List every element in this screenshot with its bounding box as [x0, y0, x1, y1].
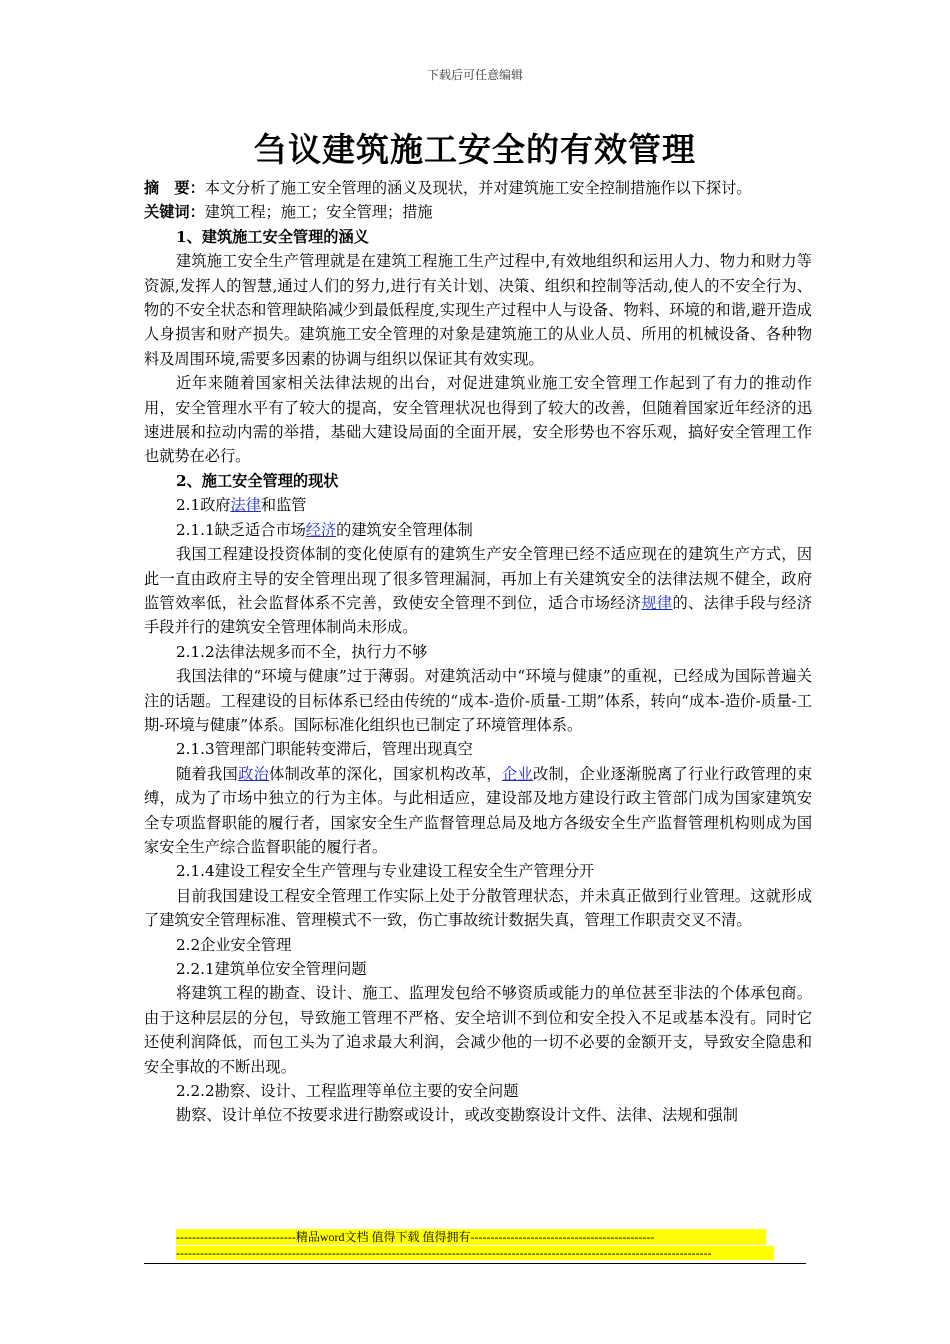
section-2-heading: 2、施工安全管理的现状	[176, 471, 339, 490]
politics-link[interactable]: 政治	[238, 764, 270, 783]
footer-banner-line-2: --------------------------------------------------------------------------------------------------------------------------------------	[176, 1246, 774, 1260]
keywords-line	[144, 200, 812, 224]
abstract-label: 摘 要：	[144, 179, 205, 197]
subsection-2-1-text-end: 和监管	[260, 496, 307, 515]
subsection-2-2-2-paragraph: 勘察、设计单位不按要求进行勘察或设计，或改变勘察设计文件、法律、法规和强制	[176, 1106, 738, 1125]
subsection-2-2-1-heading: 2.2.1建筑单位安全管理问题	[176, 960, 367, 978]
keywords-label: 关键词：	[144, 203, 205, 222]
subsection-2-1-heading	[144, 493, 812, 517]
paragraph-text: 随着我国	[176, 764, 239, 783]
subsection-2-1-1-text: 2.1.1缺乏适合市场	[176, 520, 306, 539]
section-1-paragraph-2: 近年来随着国家相关法律法规的出台，对促进建筑业施工安全管理工作起到了有力的推动作用，安全管理水平有了较大的提高，安全管理状况也得到了较大的改善，但随着国家近年经济的迅速进展和拉动内需的举措，基础大建设局面的全面开展，安全形势也不容乐观，搞好安全管理工作也就势在必行。	[144, 374, 812, 466]
section-1-heading: 1、建筑施工安全管理的涵义	[176, 227, 369, 246]
economy-link[interactable]: 经济	[305, 520, 337, 539]
subsection-2-1-1-paragraph	[144, 542, 812, 640]
footer-rule	[144, 1263, 806, 1264]
page-header: 下载后可任意编辑	[426, 68, 523, 82]
subsection-2-2-2-heading: 2.2.2勘察、设计、工程监理等单位主要的安全问题	[176, 1082, 519, 1101]
law-link[interactable]: 法律	[230, 496, 261, 515]
footer-banner-line-1: ------------------------------精品word文档 值得下载 值得拥有----------------------------------------------	[176, 1229, 766, 1245]
subsection-2-1-1-heading	[144, 518, 812, 542]
paragraph-text: 我国工程建设投资体制的变化使原有的建筑生产安全管理已经不适应现在的建筑生产方式，因此一直由政府主导的安全管理出现了很多管理漏洞，再加上有关建筑安全的法律法规不健全，政府监管效率低，社会监督体系不完善，致使安全管理不到位，适合市场经济	[144, 545, 812, 612]
keywords-text: 建筑工程；施工；安全管理；措施	[204, 203, 433, 222]
document-title: 刍议建筑施工安全的有效管理	[254, 130, 696, 169]
subsection-2-2-1-paragraph: 将建筑工程的勘查、设计、施工、监理发包给不够资质或能力的单位甚至非法的个体承包商。由于这种层层的分包，导致施工管理不严格、安全培训不到位和安全投入不足或基本没有。同时它还使利润降低，而包工头为了追求最大利润，会减少他的一切不必要的金额开支，导致安全隐患和安全事故的不断出现。	[144, 984, 812, 1076]
subsection-2-1-3-paragraph	[144, 762, 812, 860]
section-1-paragraph-1: 建筑施工安全生产管理就是在建筑工程施工生产过程中,有效地组织和运用人力、物力和财力等资源,发挥人的智慧,通过人们的努力,进行有关计划、决策、组织和控制等活动,使人的不安全行为、物的不安全状态和管理缺陷减少到最低程度,实现生产过程中人与设备、物料、环境的和谐,避开造成人身损害和财产损失。建筑施工安全管理的对象是建筑施工的从业人员、所用的机械设备、各种物料及周围环境,需要多因素的协调与组织以保证其有效实现。	[144, 252, 812, 368]
abstract-line	[144, 176, 812, 200]
paragraph-text-end: 的、法律手段与经济手段并行的建筑安全管理体制尚未形成。	[144, 593, 813, 637]
subsection-2-1-4-heading: 2.1.4建设工程安全生产管理与专业建设工程安全生产管理分开	[176, 862, 595, 881]
rule-link[interactable]: 规律	[641, 593, 673, 612]
paragraph-text-end: 改制，企业逐渐脱离了行业行政管理的束缚，成为了市场中独立的行为主体。与此相适应，建设部及地方建设行政主管部门成为国家建筑安全专项监督职能的履行者，国家安全生产监督管理总局及地方各级安全生产监督管理机构则成为国家安全生产综合监督职能的履行者。	[144, 764, 813, 856]
abstract-text: 本文分析了施工安全管理的涵义及现状，并对建筑施工安全控制措施作以下探讨。	[204, 179, 752, 197]
subsection-2-1-3-heading: 2.1.3管理部门职能转变滞后，管理出现真空	[176, 740, 473, 759]
subsection-2-2-heading: 2.2企业安全管理	[176, 935, 292, 954]
subsection-2-1-4-paragraph: 目前我国建设工程安全管理工作实际上处于分散管理状态，并未真正做到行业管理。这就形成了建筑安全管理标准、管理模式不一致，伤亡事故统计数据失真，管理工作职责交叉不清。	[144, 886, 812, 930]
subsection-2-1-2-paragraph: 我国法律的“环境与健康”过于薄弱。对建筑活动中“环境与健康”的重视，已经成为国际普遍关注的话题。工程建设的目标体系已经由传统的“成本-造价-质量-工期”体系，转向“成本-造价-质量-工期-环境与健康”体系。国际标准化组织也已制定了环境管理体系。	[144, 667, 812, 734]
subsection-2-1-2-heading: 2.1.2法律法规多而不全，执行力不够	[176, 642, 428, 661]
subsection-2-1-text: 2.1政府	[176, 496, 231, 515]
paragraph-text-middle: 体制改革的深化，国家机构改革，	[269, 764, 502, 783]
subsection-2-1-1-text-end: 的建筑安全管理体制	[336, 520, 473, 539]
enterprise-link[interactable]: 企业	[501, 764, 533, 783]
document-body	[144, 176, 812, 1128]
